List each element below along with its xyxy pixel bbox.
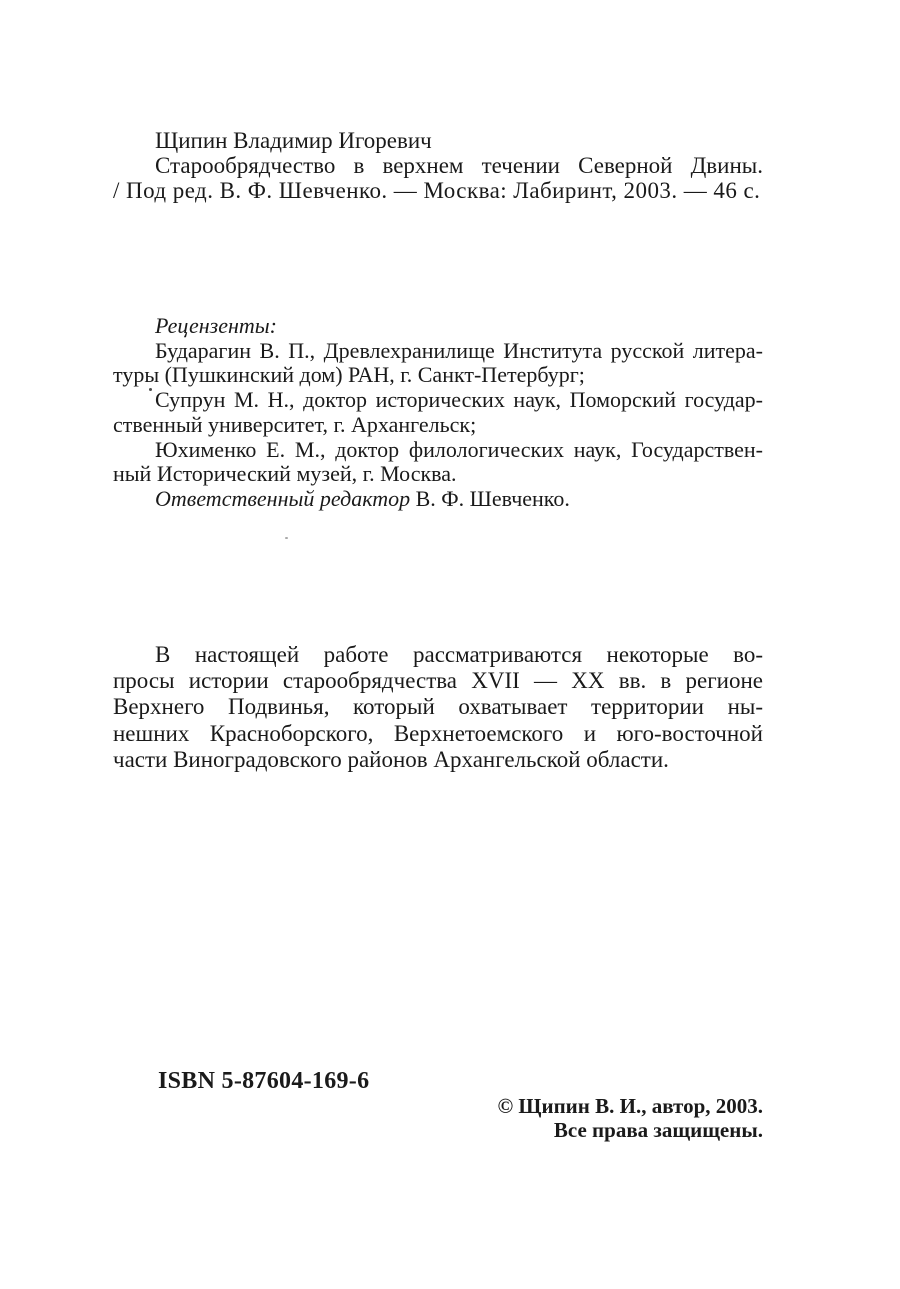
reviewer-1-line-2: туры (Пушкинский дом) РАН, г. Санкт-Петербург; [113,362,585,388]
scan-speck [285,537,288,539]
reviewer-1-line-1: Бударагин В. П., Древлехранилище Института русской литера- [155,337,763,363]
editor-role-label: Ответственный редактор [155,485,411,511]
abstract-line-4: нешних Красноборского, Верхнетоемского и юго-восточной [113,720,763,746]
abstract-line-2: просы истории старообрядчества XVII — XX вв. в регионе [113,668,763,694]
book-title-line: Старообрядчество в верхнем течении Северной Двины. [155,153,763,178]
reviewers-block [113,314,763,512]
imprint-line: / Под ред. В. Ф. Шевченко. — Москва: Лабиринт, 2003. — 46 с. [113,178,761,203]
author-name: Щипин Владимир Игоревич [155,128,432,153]
reviewer-2-line-2: ственный университет, г. Архангельск; [113,411,477,437]
responsible-editor-line [113,487,763,512]
abstract-paragraph [113,642,763,773]
reviewer-2-line-1: Супрун М. Н., доктор исторических наук, Поморский государ- [155,387,763,413]
reviewer-3-line-2: ный Исторический музей, г. Москва. [113,461,457,487]
bibliographic-entry [113,128,763,203]
abstract-line-3: Верхнего Подвинья, который охватывает территории ны- [113,694,763,720]
scan-speck [149,388,152,391]
rights-reserved-line: Все права защищены. [553,1117,763,1142]
reviewer-3-line-1: Юхименко Е. М., доктор филологических наук, Государствен- [155,436,763,462]
reviewers-heading: Рецензенты: [155,313,278,338]
isbn-number: ISBN 5-87604-169-6 [158,1068,370,1094]
abstract-line-5: части Виноградовского районов Архангельской области. [113,746,669,772]
abstract-line-1: В настоящей работе рассматриваются некоторые во- [155,642,763,667]
copyright-block [113,1095,763,1143]
editor-name: В. Ф. Шевченко. [410,485,570,511]
copyright-author-line: © Щипин В. И., автор, 2003. [497,1094,763,1118]
